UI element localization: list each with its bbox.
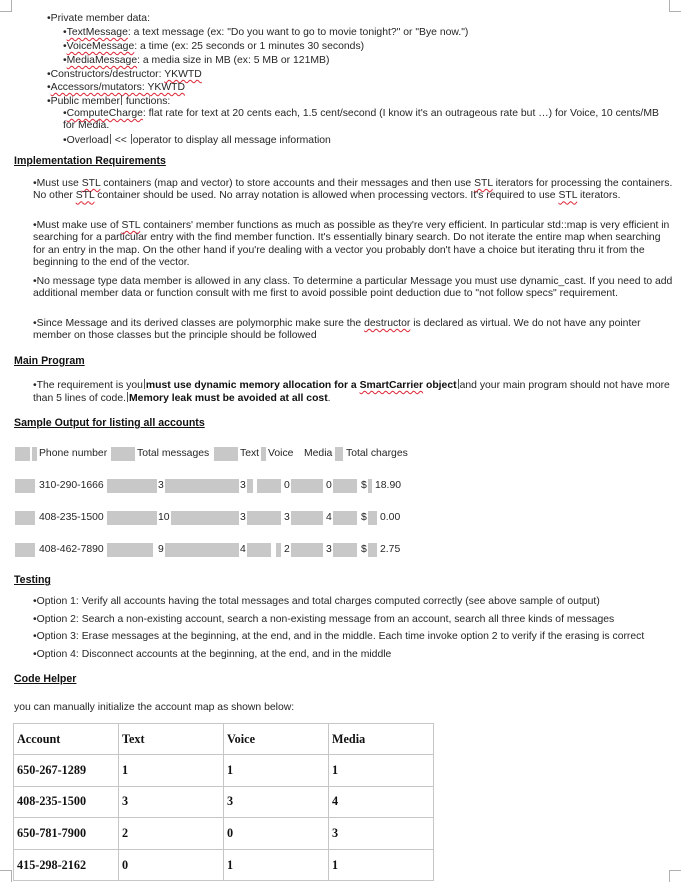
compute-charge-desc: : flat rate for text at 20 cents each, 1.5 cent/second (I know it's an outrageous rate but …) for Voice, 10 cents/MB for Media. [63, 108, 659, 132]
table-cell: 1 [329, 755, 434, 787]
main-bold-text: object [423, 380, 457, 391]
table-cell: 1 [224, 755, 329, 787]
media-message-desc: : a media size in MB (ex: 5 MB or 121MB) [137, 55, 330, 66]
table-row [14, 755, 434, 787]
impl-paragraph-1 [33, 178, 675, 203]
table-header-cell: Text [119, 724, 224, 755]
testing-heading: Testing [14, 574, 51, 586]
accessors-value: : YKWTD [141, 82, 185, 93]
compute-charge-item: •ComputeCharge: flat rate for text at 20 cents each, 1.5 cent/second (I know it's an outrageous rate but …) for Voice, 10 cents/MB for Media. [63, 108, 659, 132]
table-header-cell: Account [14, 724, 119, 755]
stl-term: STL [474, 178, 493, 189]
tab-marker [107, 511, 157, 525]
impl-p1-text: •Must use [33, 178, 82, 189]
table-header-row [14, 724, 434, 755]
sample-header-phone: Phone number [39, 448, 108, 459]
tab-marker [291, 479, 323, 493]
sample-header-charges: Total charges [346, 448, 408, 459]
tab-marker [165, 479, 239, 493]
sample-row-phone: 408-235-1500 [39, 512, 104, 523]
private-data-header: •Private member data: [47, 13, 150, 24]
table-cell: 0 [224, 818, 329, 850]
testing-option-3: •Option 3: Erase messages at the beginning, at the end, and in the middle. Each time invoke option 2 to verify if the erasing is correct [33, 631, 645, 642]
impl-p1-text: containers (map and vector) to store accounts and their messages and then use [100, 178, 475, 189]
table-cell: 415-298-2162 [14, 849, 119, 881]
media-message-item: •MediaMessage: a media size in MB (ex: 5 MB or 121MB) [63, 55, 330, 66]
edit-cursor-icon [127, 392, 128, 402]
sample-row-charge: 0.00 [380, 512, 401, 523]
stl-term: STL [558, 190, 578, 202]
text-message-item: •TextMessage: a text message (ex: "Do you want to go to movie tonight?" or "Bye now.") [63, 27, 469, 38]
tab-marker [333, 543, 357, 557]
sample-row-media: 4 [326, 512, 332, 523]
table-header-cell: Media [329, 724, 434, 755]
impl-p1-text: container should be used. No array notation is allowed when processing vectors. It's required to use [94, 190, 559, 202]
media-message-name: MediaMessage [66, 55, 138, 66]
tab-marker [107, 479, 157, 493]
testing-option-1: •Option 1: Verify all accounts having the total messages and total charges computed correctly (see above sample of output) [33, 596, 600, 607]
tab-marker [15, 511, 35, 525]
constructors-item [47, 69, 202, 80]
sample-row-dollar: $ [361, 512, 367, 523]
sample-row-voice: 3 [284, 512, 290, 523]
overload-item [63, 134, 331, 146]
sample-header-media: Media [304, 448, 333, 459]
sample-row-total: 3 [158, 480, 164, 491]
tab-marker [291, 511, 323, 525]
implementation-heading: Implementation Requirements [14, 155, 166, 167]
main-program-paragraph [33, 379, 675, 406]
smartcarrier-term: SmartCarrier [359, 380, 424, 391]
tab-marker [368, 479, 372, 493]
main-bold-text: must use dynamic memory allocation for a [145, 380, 360, 391]
main-text: •The requirement is you [33, 380, 143, 391]
tab-marker [247, 479, 253, 493]
sample-output-heading: Sample Output for listing all accounts [14, 417, 205, 429]
table-cell: 0 [119, 849, 224, 881]
tab-marker [15, 543, 35, 557]
edit-cursor-icon [110, 134, 111, 144]
page-corner-mark [669, 0, 681, 12]
page-corner-mark [0, 870, 12, 882]
impl-p1-text: iterators. [577, 190, 621, 202]
accessors-item: •Accessors/mutators: YKWTD [47, 82, 185, 93]
table-cell: 4 [329, 786, 434, 818]
text-message-desc: : a text message (ex: "Do you want to go to movie tonight?" or "Bye now.") [127, 27, 469, 38]
table-header-cell: Voice [224, 724, 329, 755]
voice-message-desc: : a time (ex: 25 seconds or 1 minutes 30 seconds) [134, 41, 365, 52]
table-cell: 1 [224, 849, 329, 881]
table-row [14, 818, 434, 850]
sample-row-text: 3 [240, 512, 246, 523]
edit-cursor-icon [458, 379, 459, 389]
constructors-label: •Constructors/destructor: [47, 69, 165, 80]
account-map-table [13, 723, 434, 881]
main-text: and your main program should not have more than 5 lines of code. [33, 380, 670, 405]
table-cell: 3 [329, 818, 434, 850]
table-cell: 3 [224, 786, 329, 818]
stl-term: STL [81, 178, 101, 189]
tab-marker [368, 511, 377, 525]
sample-header-text: Text [240, 448, 260, 459]
sample-header-voice: Voice [268, 448, 294, 459]
destructor-term: destructor [364, 318, 411, 329]
main-text: . [327, 393, 331, 405]
sample-row-dollar: $ [361, 480, 367, 491]
tab-marker [368, 543, 377, 557]
stl-term: STL [75, 190, 95, 202]
sample-row-phone: 408-462-7890 [39, 544, 104, 555]
public-functions-item [47, 95, 170, 107]
table-row [14, 849, 434, 881]
tab-marker [333, 479, 357, 493]
edit-cursor-icon [144, 379, 145, 389]
tab-marker [261, 447, 266, 461]
page-corner-mark [0, 0, 12, 12]
tab-marker [165, 543, 239, 557]
impl-p2-text: •Must make use of [33, 220, 122, 231]
overload-operator: << [111, 135, 130, 146]
tab-marker [257, 479, 281, 493]
table-cell: 3 [119, 786, 224, 818]
edit-cursor-icon [121, 95, 122, 105]
compute-charge-name: ComputeCharge [66, 108, 143, 119]
stl-term: STL [121, 220, 141, 231]
voice-message-name: VoiceMessage [66, 41, 135, 52]
impl-paragraph-3: •No message type data member is allowed in any class. To determine a particular Message you must use dynamic_cast. If you need to add additional member data or function consult with me first to avoid possible point deduction due to "not follow specs" requirement. [33, 276, 673, 300]
sample-row-text: 4 [240, 544, 246, 555]
tab-marker [32, 447, 37, 461]
constructors-value: YKWTD [164, 69, 202, 80]
tab-marker [15, 447, 30, 461]
table-cell: 1 [329, 849, 434, 881]
table-cell: 408-235-1500 [14, 786, 119, 818]
tab-marker [335, 447, 343, 461]
impl-p1-text: iterators for processing the containers. No other [33, 178, 673, 202]
tab-marker [107, 543, 153, 557]
table-row [14, 786, 434, 818]
overload-desc: operator to display all message information [132, 135, 331, 146]
table-cell: 650-781-7900 [14, 818, 119, 850]
testing-option-4: •Option 4: Disconnect accounts at the beginning, at the end, and in the middle [33, 649, 392, 660]
tab-marker [15, 479, 35, 493]
sample-row-total: 9 [158, 544, 164, 555]
tab-marker [214, 447, 238, 461]
page-corner-mark [669, 870, 681, 882]
tab-marker [247, 543, 271, 557]
sample-row-phone: 310-290-1666 [39, 480, 104, 491]
voice-message-item: •VoiceMessage: a time (ex: 25 seconds or 1 minutes 30 seconds) [63, 41, 365, 52]
sample-row-total: 10 [158, 512, 170, 523]
impl-p2-text: containers' member functions as much as possible as they're very efficient. In particular std::map is very efficient in searching for a particular entry with the find member function. It's essentially binary search. Do not iterate the entire map when searching for an entry in the map. On the other hand if you're dealing with a vector you probably don't have a choice but iterating thru it from the beginning to the end of the vector. [33, 220, 670, 269]
public-member-label: •Public member [47, 96, 120, 107]
sample-header-total: Total messages [137, 448, 210, 459]
code-helper-intro: you can manually initialize the account map as shown below: [14, 702, 295, 713]
sample-row-media: 0 [326, 480, 332, 491]
overload-label: •Overload [63, 135, 109, 146]
sample-row-voice: 2 [284, 544, 290, 555]
accessors-label: Accessors/mutators [50, 82, 142, 93]
edit-cursor-icon [131, 134, 132, 144]
tab-marker [247, 511, 281, 525]
sample-row-voice: 0 [284, 480, 290, 491]
sample-row-dollar: $ [361, 544, 367, 555]
tab-marker [276, 543, 281, 557]
public-functions-label: functions: [122, 96, 171, 107]
sample-row-text: 3 [240, 480, 246, 491]
sample-row-media: 3 [326, 544, 332, 555]
table-cell: 650-267-1289 [14, 755, 119, 787]
testing-option-2: •Option 2: Search a non-existing account, search a non-existing message from an account, search all three kinds of messages [33, 614, 615, 625]
impl-p4-text: •Since Message and its derived classes are polymorphic make sure the [33, 318, 365, 329]
impl-paragraph-4 [33, 318, 675, 343]
sample-row-charge: 2.75 [380, 544, 401, 555]
table-cell: 1 [119, 755, 224, 787]
main-program-heading: Main Program [14, 355, 85, 367]
main-bold-text: Memory leak must be avoided at all cost [129, 393, 328, 405]
sample-row-charge: 18.90 [375, 480, 402, 491]
tab-marker [171, 511, 239, 525]
table-cell: 2 [119, 818, 224, 850]
impl-p4-text: is declared as virtual. We do not have any pointer member on those classes but the principle should be followed [33, 318, 641, 342]
tab-marker [333, 511, 357, 525]
code-helper-heading: Code Helper [14, 673, 77, 685]
text-message-name: TextMessage [66, 27, 128, 38]
impl-paragraph-2 [33, 220, 675, 270]
tab-marker [291, 543, 323, 557]
tab-marker [111, 447, 135, 461]
